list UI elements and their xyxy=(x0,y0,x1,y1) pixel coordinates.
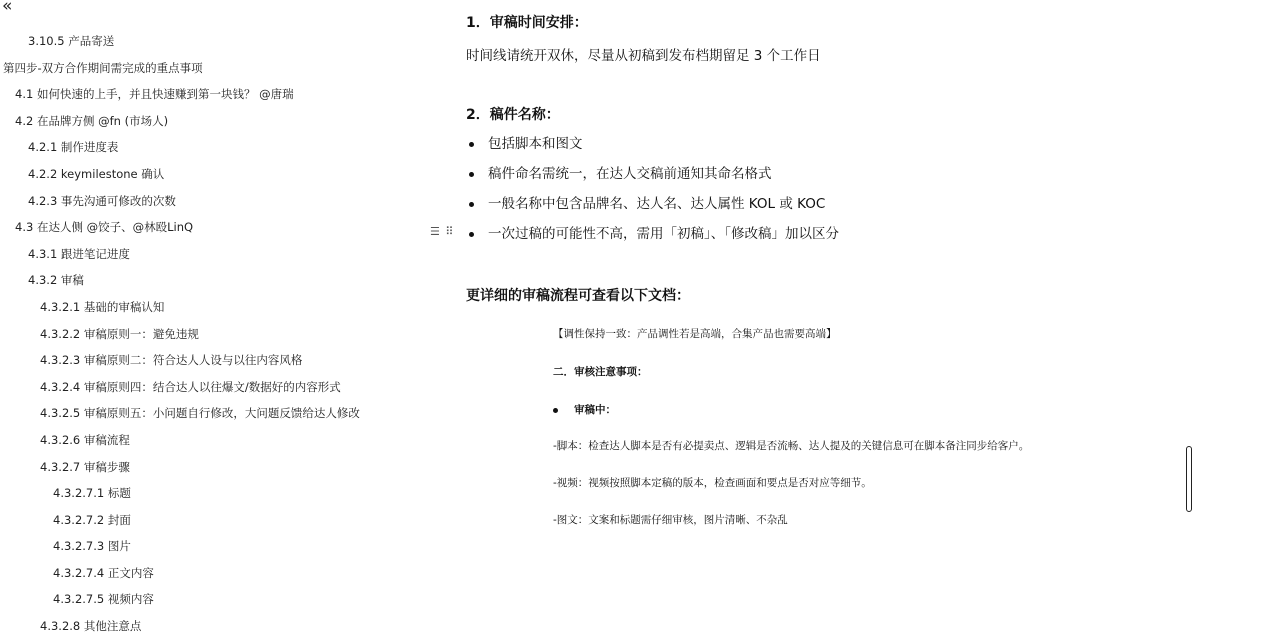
outline-item[interactable]: 4.2.2 keymilestone 确认 xyxy=(28,166,165,181)
outline-item[interactable]: 4.1 如何快速的上手，并且快速赚到第一块钱？ @唐瑞 xyxy=(15,87,294,102)
bullet-item: 包括脚本和图文 xyxy=(466,133,839,163)
outline-item[interactable]: 4.3.2.7.2 封面 xyxy=(53,512,131,527)
outline-item[interactable]: 第四步-双方合作期间需完成的重点事项 xyxy=(3,60,203,75)
outline-item[interactable]: 4.3.2.5 审稿原则五：小问题自行修改，大问题反馈给达人修改 xyxy=(40,406,360,421)
bullet-item: 一次过稿的可能性不高，需用「初稿」、「修改稿」加以区分 xyxy=(466,223,839,253)
embed-bullet xyxy=(553,402,616,417)
embed-text: -脚本：检查达人脚本是否有必提卖点、逻辑是否流畅、达人提及的关键信息可在脚本备注同步给客户。 xyxy=(553,440,1030,452)
embedded-document-image xyxy=(553,318,1113,538)
embed-text: -图文：文案和标题需仔细审核，图片清晰、不杂乱 xyxy=(553,514,788,526)
outline-item[interactable]: 4.3 在达人侧 @饺子、@林殴LinQ xyxy=(15,220,194,235)
outline-item[interactable]: 3.10.5 产品寄送 xyxy=(28,34,115,48)
outline-item[interactable]: 4.2 在品牌方侧 @fn (市场人) xyxy=(15,113,169,128)
embed-heading: 二．审核注意事项： xyxy=(553,366,648,378)
outline-item[interactable]: 4.3.2.2 审稿原则一：避免违规 xyxy=(40,326,199,341)
section-heading: 1．审稿时间安排： xyxy=(466,15,588,31)
outline-item[interactable]: 4.3.1 跟进笔记进度 xyxy=(28,246,130,261)
outline-item[interactable]: 4.3.2.3 审稿原则二：符合达人人设与以往内容风格 xyxy=(40,353,303,368)
outline-item[interactable]: 4.3.2.6 审稿流程 xyxy=(40,432,130,447)
outline-item[interactable]: 4.3.2.8 其他注意点 xyxy=(40,619,142,634)
paragraph: 时间线请统开双休，尽量从初稿到发布档期留足 3 个工作日 xyxy=(466,48,821,64)
outline-panel xyxy=(0,28,440,638)
vertical-scrollbar[interactable] xyxy=(1186,446,1192,512)
outline-item[interactable]: 4.2.3 事先沟通可修改的次数 xyxy=(28,193,176,208)
section-heading: 2．稿件名称： xyxy=(466,107,560,123)
outline-item[interactable]: 4.3.2.7.1 标题 xyxy=(53,486,131,501)
bullet-item: 稿件命名需统一，在达人交稿前通知其命名格式 xyxy=(466,163,839,193)
bullet-list xyxy=(466,133,839,253)
outline-item[interactable]: 4.3.2.4 审稿原则四：结合达人以往爆文/数据好的内容形式 xyxy=(40,379,341,394)
outline-item[interactable]: 4.3.2.7.5 视频内容 xyxy=(53,592,154,607)
outline-item[interactable]: 4.3.2.7 审稿步骤 xyxy=(40,459,130,474)
outline-item[interactable]: 4.2.1 制作进度表 xyxy=(28,140,119,155)
outline-item[interactable]: 4.3.2.7.4 正文内容 xyxy=(53,565,154,580)
section-heading: 更详细的审稿流程可查看以下文档： xyxy=(466,288,690,304)
block-drag-handle-icon[interactable]: ☰ ⠿ xyxy=(430,225,455,238)
bullet-item: 一般名称中包含品牌名、达人名、达人属性 KOL 或 KOC xyxy=(466,193,839,223)
outline-item[interactable]: 4.3.2.7.3 图片 xyxy=(53,539,131,554)
embed-text: 【调性保持一致：产品调性若是高端，合集产品也需要高端】 xyxy=(553,328,837,340)
outline-item[interactable]: 4.3.2.1 基础的审稿认知 xyxy=(40,299,165,314)
outline-item[interactable]: 4.3.2 审稿 xyxy=(28,273,84,288)
collapse-outline-icon[interactable]: « xyxy=(2,0,13,16)
embed-bullet-label: 审稿中： xyxy=(574,404,616,416)
bullet-dot-icon xyxy=(553,408,558,413)
embed-text: -视频：视频按照脚本定稿的版本，检查画面和要点是否对应等细节。 xyxy=(553,477,872,489)
